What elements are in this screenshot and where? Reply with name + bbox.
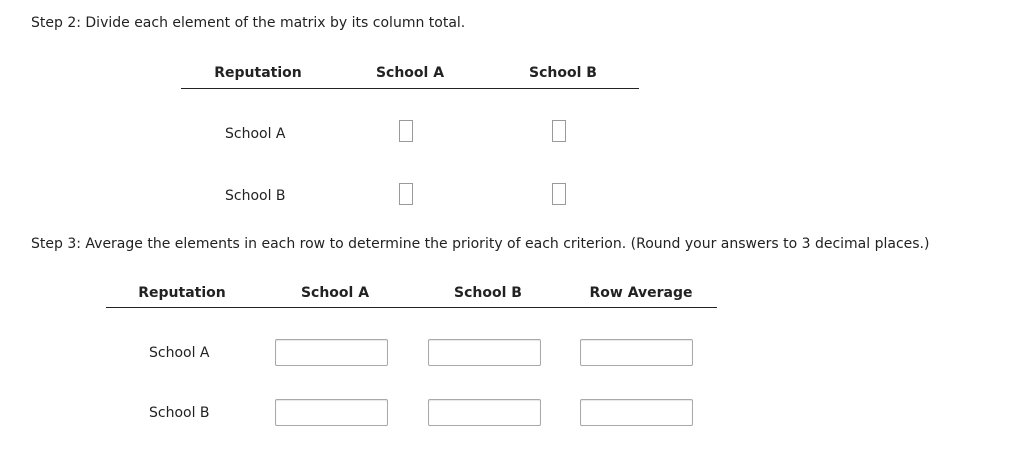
step2-row-label-school-b: School B bbox=[225, 188, 286, 204]
step3-school-a-school-b-input[interactable] bbox=[428, 339, 541, 366]
step2-instruction: Step 2: Divide each element of the matrix by its column total. bbox=[31, 15, 466, 31]
step2-school-a-school-b-box[interactable] bbox=[552, 120, 566, 142]
step3-header-row-average: Row Average bbox=[589, 285, 693, 301]
step2-school-b-school-a-box[interactable] bbox=[399, 183, 413, 205]
step3-row-label-school-a: School A bbox=[149, 345, 210, 361]
step2-header-divider bbox=[181, 88, 639, 89]
step3-header-school-b: School B bbox=[454, 285, 522, 301]
step3-header-criterion: Reputation bbox=[138, 285, 226, 301]
step2-header-school-a: School A bbox=[375, 65, 445, 81]
step2-row-label-school-a: School A bbox=[225, 126, 286, 142]
step2-header-school-b: School B bbox=[529, 65, 597, 81]
step3-header-school-a: School A bbox=[300, 285, 370, 301]
step3-instruction: Step 3: Average the elements in each row to determine the priority of each criterion. (Round your answers to 3 decimal places.) bbox=[31, 236, 930, 252]
step2-school-a-school-a-box[interactable] bbox=[399, 120, 413, 142]
step3-header-divider bbox=[106, 307, 717, 308]
step2-school-b-school-b-box[interactable] bbox=[552, 183, 566, 205]
step3-school-b-row-average-input[interactable] bbox=[580, 399, 693, 426]
step3-school-a-row-average-input[interactable] bbox=[580, 339, 693, 366]
step3-school-b-school-b-input[interactable] bbox=[428, 399, 541, 426]
step3-row-label-school-b: School B bbox=[149, 405, 210, 421]
step2-header-criterion: Reputation bbox=[214, 65, 302, 81]
step3-school-b-school-a-input[interactable] bbox=[275, 399, 388, 426]
step3-school-a-school-a-input[interactable] bbox=[275, 339, 388, 366]
